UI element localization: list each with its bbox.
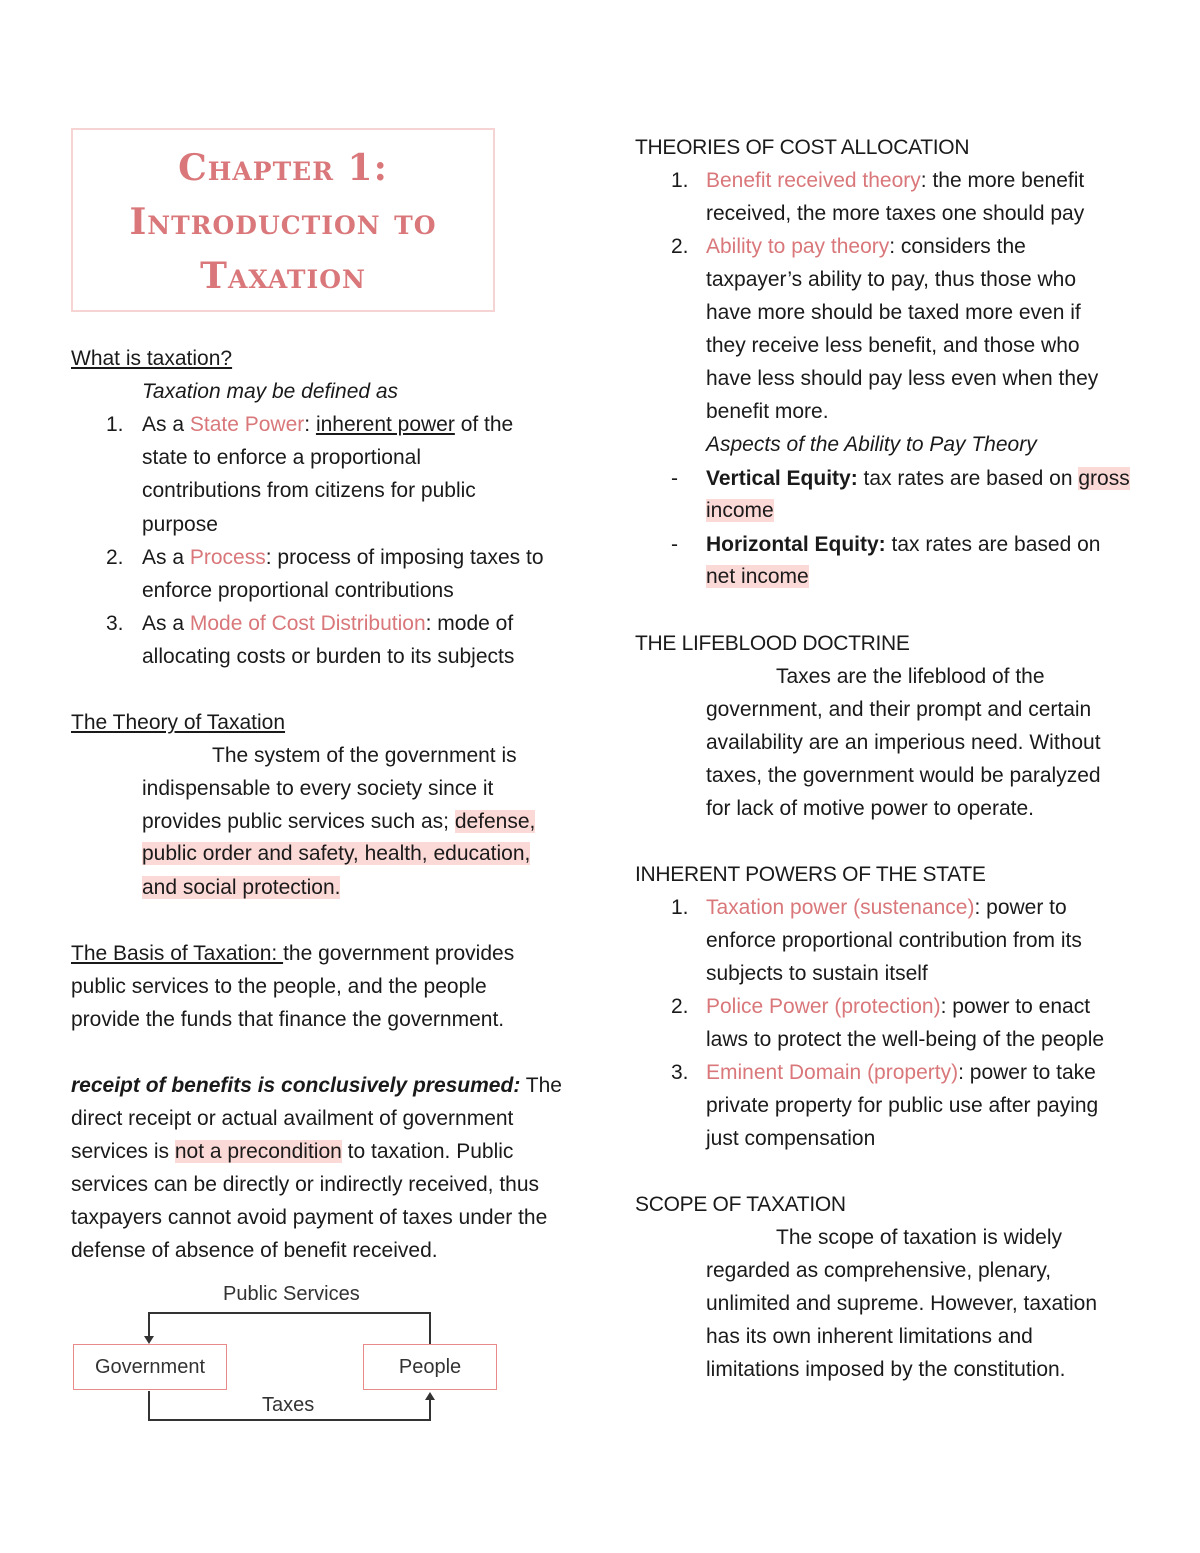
lifeblood-line: Taxes are the lifeblood of the bbox=[776, 665, 1045, 688]
highlight: gross bbox=[1078, 467, 1130, 490]
lifeblood-heading: THE LIFEBLOOD DOCTRINE bbox=[635, 632, 910, 655]
horizontal-equity-line bbox=[706, 564, 809, 590]
text: : considers the bbox=[889, 235, 1026, 258]
list-item-line: private property for public use after paying bbox=[706, 1094, 1099, 1117]
receipt-line: services can be directly or indirectly received, thus bbox=[71, 1173, 540, 1196]
list-item-line: enforce proportional contributions bbox=[142, 579, 454, 602]
public-services-label: Public Services bbox=[223, 1283, 360, 1305]
list-item-line: taxpayer’s ability to pay, thus those who bbox=[706, 268, 1077, 291]
receipt-line bbox=[71, 1139, 513, 1165]
highlight: defense, bbox=[454, 810, 536, 833]
theory-line bbox=[142, 875, 340, 901]
scope-line: regarded as comprehensive, plenary, bbox=[706, 1259, 1052, 1282]
scope-line: has its own inherent limitations and bbox=[706, 1325, 1033, 1348]
text: As a bbox=[142, 413, 190, 436]
list-number: 2. bbox=[106, 546, 124, 569]
term-process: Process bbox=[189, 546, 266, 569]
title-line-3: Taxation bbox=[200, 255, 366, 297]
what-is-intro: Taxation may be defined as bbox=[142, 380, 399, 403]
dash: - bbox=[671, 533, 678, 556]
dash: - bbox=[671, 467, 678, 490]
taxes-label: Taxes bbox=[262, 1394, 315, 1416]
aspects-subheading: Aspects of the Ability to Pay Theory bbox=[706, 433, 1037, 456]
text: of the bbox=[454, 413, 514, 436]
theory-line bbox=[142, 809, 535, 835]
list-item-line: subjects to sustain itself bbox=[706, 962, 928, 985]
text: the government provides bbox=[283, 942, 515, 965]
lifeblood-line: availability are an imperious need. Without bbox=[706, 731, 1101, 754]
receipt-line: taxpayers cannot avoid payment of taxes under the bbox=[71, 1206, 548, 1229]
list-item-line: allocating costs or burden to its subjects bbox=[142, 645, 515, 668]
highlight: not a precondition bbox=[174, 1140, 342, 1163]
text: As a bbox=[142, 546, 190, 569]
list-item-line: enforce proportional contribution from its bbox=[706, 929, 1082, 952]
text: : the more benefit bbox=[920, 169, 1085, 192]
cost-heading: THEORIES OF COST ALLOCATION bbox=[635, 136, 970, 159]
term-mode-of-cost: Mode of Cost Distribution bbox=[189, 612, 426, 635]
theory-line: The system of the government is bbox=[212, 744, 517, 767]
text: : power to take bbox=[958, 1061, 1096, 1084]
text: The bbox=[520, 1074, 562, 1097]
text: As a bbox=[142, 612, 190, 635]
text: : mode of bbox=[425, 612, 514, 635]
scope-heading: SCOPE OF TAXATION bbox=[635, 1193, 846, 1216]
list-item-line: received, the more taxes one should pay bbox=[706, 202, 1085, 225]
term-benefit-theory: Benefit received theory bbox=[706, 169, 921, 192]
vertical-equity-item bbox=[706, 466, 1130, 492]
term-taxation-power: Taxation power (sustenance) bbox=[706, 896, 975, 919]
scope-line: The scope of taxation is widely bbox=[776, 1226, 1062, 1249]
what-is-heading: What is taxation? bbox=[71, 347, 233, 370]
list-number: 1. bbox=[671, 169, 689, 192]
text: provides public services such as; bbox=[142, 810, 455, 833]
receipt-lead: receipt of benefits is conclusively presumed: bbox=[71, 1074, 521, 1097]
lifeblood-line: for lack of motive power to operate. bbox=[706, 797, 1034, 820]
theory-line: indispensable to every society since it bbox=[142, 777, 494, 800]
theory-line bbox=[142, 841, 530, 867]
text: : process of imposing taxes to bbox=[265, 546, 544, 569]
list-item-line: state to enforce a proportional bbox=[142, 446, 422, 469]
basis-line: provide the funds that finance the government. bbox=[71, 1008, 505, 1031]
text: tax rates are based on bbox=[885, 533, 1101, 556]
government-node: Government bbox=[73, 1344, 227, 1390]
term-eminent-domain: Eminent Domain (property) bbox=[706, 1061, 959, 1084]
list-number: 3. bbox=[106, 612, 124, 635]
highlight: income bbox=[706, 499, 774, 522]
list-item-line: have more should be taxed more even if bbox=[706, 301, 1081, 324]
list-item-state-power bbox=[142, 412, 513, 438]
text: : power to enact bbox=[940, 995, 1091, 1018]
list-number: 1. bbox=[671, 896, 689, 919]
list-item-line: they receive less benefit, and those who bbox=[706, 334, 1080, 357]
vertical-equity-line bbox=[706, 498, 774, 524]
title-line-2: Introduction to bbox=[129, 201, 437, 243]
horizontal-equity-label: Horizontal Equity: bbox=[706, 533, 886, 556]
text: tax rates are based on bbox=[857, 467, 1079, 490]
basis-line bbox=[71, 941, 514, 967]
text: services is bbox=[71, 1140, 175, 1163]
list-number: 1. bbox=[106, 413, 124, 436]
text: : bbox=[304, 413, 316, 436]
lifeblood-line: government, and their prompt and certain bbox=[706, 698, 1092, 721]
list-item-mode-of-cost bbox=[142, 611, 513, 637]
receipt-line bbox=[71, 1073, 562, 1099]
list-item-process bbox=[142, 545, 544, 571]
term-state-power: State Power bbox=[189, 413, 305, 436]
list-item-line: laws to protect the well-being of the people bbox=[706, 1028, 1105, 1051]
term-ability-theory: Ability to pay theory bbox=[706, 235, 890, 258]
receipt-line: defense of absence of benefit received. bbox=[71, 1239, 438, 1262]
basis-heading: The Basis of Taxation: bbox=[71, 942, 284, 965]
list-number: 2. bbox=[671, 235, 689, 258]
list-item-line: just compensation bbox=[706, 1127, 876, 1150]
ability-theory-item bbox=[706, 234, 1026, 260]
inherent-power-text: inherent power bbox=[315, 413, 455, 436]
taxation-power-item bbox=[706, 895, 1067, 921]
list-item-line: purpose bbox=[142, 513, 218, 536]
people-node: People bbox=[363, 1344, 497, 1390]
powers-heading: INHERENT POWERS OF THE STATE bbox=[635, 863, 986, 886]
eminent-domain-item bbox=[706, 1060, 1096, 1086]
list-item-line: have less should pay less even when they bbox=[706, 367, 1099, 390]
highlight: and social protection. bbox=[142, 876, 341, 899]
text: to taxation. Public bbox=[341, 1140, 514, 1163]
horizontal-equity-item bbox=[706, 532, 1100, 558]
theory-heading: The Theory of Taxation bbox=[71, 711, 286, 734]
highlight: net income bbox=[706, 565, 809, 588]
scope-line: unlimited and supreme. However, taxation bbox=[706, 1292, 1098, 1315]
title-line-1: Chapter 1: bbox=[178, 147, 388, 189]
benefit-theory-item bbox=[706, 168, 1084, 194]
list-number: 3. bbox=[671, 1061, 689, 1084]
basis-line: public services to the people, and the people bbox=[71, 975, 487, 998]
receipt-line: direct receipt or actual availment of government bbox=[71, 1107, 514, 1130]
list-item-line: benefit more. bbox=[706, 400, 829, 423]
text: : power to bbox=[974, 896, 1067, 919]
police-power-item bbox=[706, 994, 1090, 1020]
vertical-equity-label: Vertical Equity: bbox=[706, 467, 858, 490]
list-item-line: contributions from citizens for public bbox=[142, 479, 476, 502]
list-number: 2. bbox=[671, 995, 689, 1018]
lifeblood-line: taxes, the government would be paralyzed bbox=[706, 764, 1101, 787]
highlight: public order and safety, health, education, bbox=[142, 842, 531, 865]
scope-line: limitations imposed by the constitution. bbox=[706, 1358, 1066, 1381]
term-police-power: Police Power (protection) bbox=[706, 995, 941, 1018]
chapter-title-box bbox=[71, 128, 495, 312]
